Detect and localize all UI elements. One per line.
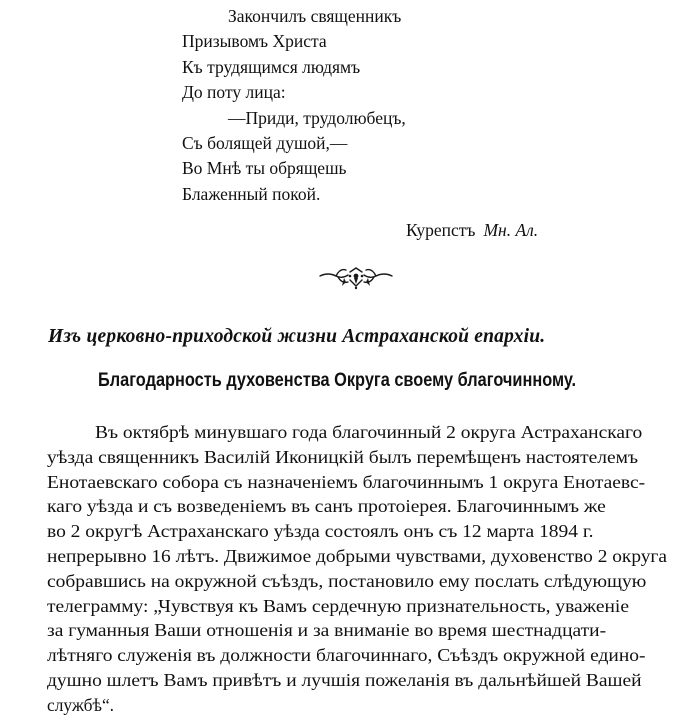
signature <box>406 218 538 243</box>
body-line: во 2 округѣ Астраханскаго уѣзда состоялъ онъ съ 12 марта 1894 г. <box>47 521 594 542</box>
body-line: непрерывно 16 лѣтъ. Движимое добрыми чувствами, духовенство 2 округа <box>47 545 667 566</box>
body-line: уѣзда священникъ Василій Иконицкій былъ перемѣщенъ настоятелемъ <box>47 446 639 467</box>
signature-place: Курепстъ <box>406 220 476 240</box>
article-subtitle: Благодарность духовенства Округа своему благочинному. <box>98 370 577 391</box>
poem-line: Во Мнѣ ты обрящешь <box>182 158 347 179</box>
article-body <box>47 420 667 718</box>
body-line: Енотаевскаго собора съ назначеніемъ благочиннымъ 1 округа Енотаевс- <box>47 471 646 492</box>
poem-line: Къ трудящимся людямъ <box>182 56 361 77</box>
poem-line: Блаженный покой. <box>182 183 321 204</box>
body-line: Въ октябрѣ минувшаго года благочинный 2 округа Астраханскаго <box>95 422 643 442</box>
body-line: каго уѣзда и съ возведеніемъ въ санъ протоіерея. Благочиннымъ же <box>47 496 606 517</box>
poem <box>182 4 482 207</box>
section-title: Изъ церковно-приходской жизни Астраханской епархіи. <box>48 326 546 347</box>
body-line: службѣ“. <box>47 694 115 715</box>
fleuron-ornament-icon <box>318 264 394 292</box>
poem-line: До поту лица: <box>182 82 286 103</box>
poem-line: —Приди, трудолюбецъ, <box>228 107 406 128</box>
poem-line: Закончилъ священникъ <box>228 6 402 26</box>
body-line: собравшись на окружной съѣздъ, постановило ему послать слѣдующую <box>47 570 647 591</box>
poem-line: Призывомъ Христа <box>182 31 327 52</box>
body-line: за гуманныя Ваши отношенія и за вниманіе во время шестнадцати- <box>47 620 607 641</box>
signature-author: Мн. Ал. <box>483 220 539 240</box>
body-line: лѣтняго служенія въ должности благочиннаго, Съѣздъ окружной едино- <box>47 645 646 666</box>
poem-line: Съ болящей душой,— <box>182 132 348 153</box>
body-line: телеграмму: „Чувствуя къ Вамъ сердечную признательность, уваженіе <box>47 595 629 616</box>
body-line: душно шлетъ Вамъ привѣтъ и лучшія пожеланія въ дальнѣйшей Вашей <box>47 669 642 690</box>
